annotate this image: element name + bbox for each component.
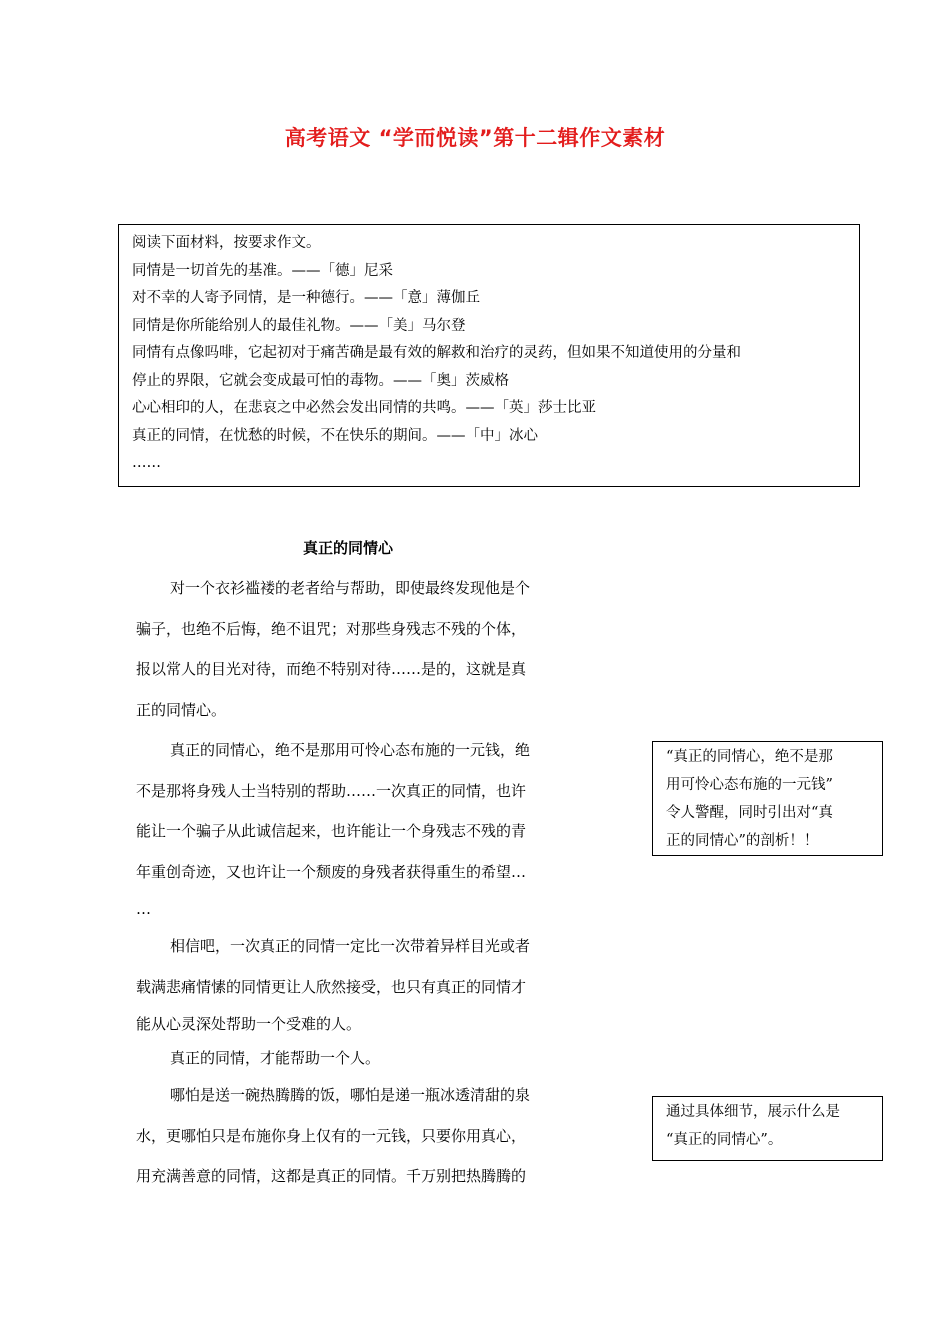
essay-line: … [136,900,151,918]
note-line: “真正的同情心”。 [666,1132,783,1148]
note-line: “真正的同情心，绝不是那 [666,749,833,765]
note-line: 正的同情心”的剖析！！ [666,833,819,849]
essay-line: 真正的同情心，绝不是那用可怜心态布施的一元钱，绝 [170,741,531,759]
essay-line: 载满悲痛情愫的同情更让人欣然接受，也只有真正的同情才 [136,977,527,996]
essay-line: 水，更哪怕只是布施你身上仅有的一元钱，只要你用真心， [136,1126,527,1145]
essay-line: 能让一个骗子从此诚信起来，也许能让一个身残志不残的青 [136,822,527,840]
material-line: 同情有点像吗啡，它起初对于痛苦确是最有效的解救和治疗的灵药，但如果不知道使用的分量和 [132,345,741,361]
material-line: 真正的同情，在忧愁的时候，不在快乐的期间。——「中」冰心 [132,427,538,444]
material-line: 同情是一切首先的基准。——「德」尼采 [132,262,393,279]
material-line: 同情是你所能给别人的最佳礼物。——「美」马尔登 [132,317,466,334]
material-line: 心心相印的人，在悲哀之中必然会发出同情的共鸣。——「英」莎士比亚 [132,400,596,416]
note-line: 用可怜心态布施的一元钱” [666,777,833,793]
essay-title: 真正的同情心 [303,539,394,557]
essay-line: 能从心灵深处帮助一个受难的人。 [136,1015,362,1033]
reading-material-box [118,224,860,487]
material-line: …… [132,455,161,471]
essay-line: 哪怕是送一碗热腾腾的饭，哪怕是递一瓶冰透清甜的泉 [170,1086,531,1104]
essay-line: 年重创奇迹，又也许让一个颓废的身残者获得重生的希望… [136,862,527,881]
essay-line: 真正的同情，才能帮助一个人。 [170,1049,381,1067]
material-line: 阅读下面材料，按要求作文。 [132,235,321,251]
material-line: 对不幸的人寄予同情，是一种德行。——「意」薄伽丘 [132,290,480,306]
material-line: 停止的界限，它就会变成最可怕的毒物。——「奥」茨威格 [132,372,509,389]
essay-line: 不是那将身残人士当特别的帮助……一次真正的同情，也许 [136,781,527,800]
essay-line: 报以常人的目光对待，而绝不特别对待……是的，这就是真 [136,660,527,678]
margin-note-1 [652,741,883,856]
essay-line: 用充满善意的同情，这都是真正的同情。千万别把热腾腾的 [136,1167,527,1185]
essay-line: 正的同情心。 [136,700,227,719]
note-line: 通过具体细节，展示什么是 [666,1104,840,1120]
essay-line: 对一个衣衫褴褛的老者给与帮助，即使最终发现他是个 [170,579,531,597]
essay-line: 骗子，也绝不后悔，绝不诅咒；对那些身残志不残的个体， [136,619,527,638]
margin-note-2 [652,1096,883,1161]
page-title: 高考语文 “学而悦读”第十二辑作文素材 [284,126,666,150]
essay-line: 相信吧，一次真正的同情一定比一次带着异样目光或者 [170,937,531,955]
note-line: 令人警醒，同时引出对“真 [666,805,833,821]
essay-body [136,568,576,1197]
